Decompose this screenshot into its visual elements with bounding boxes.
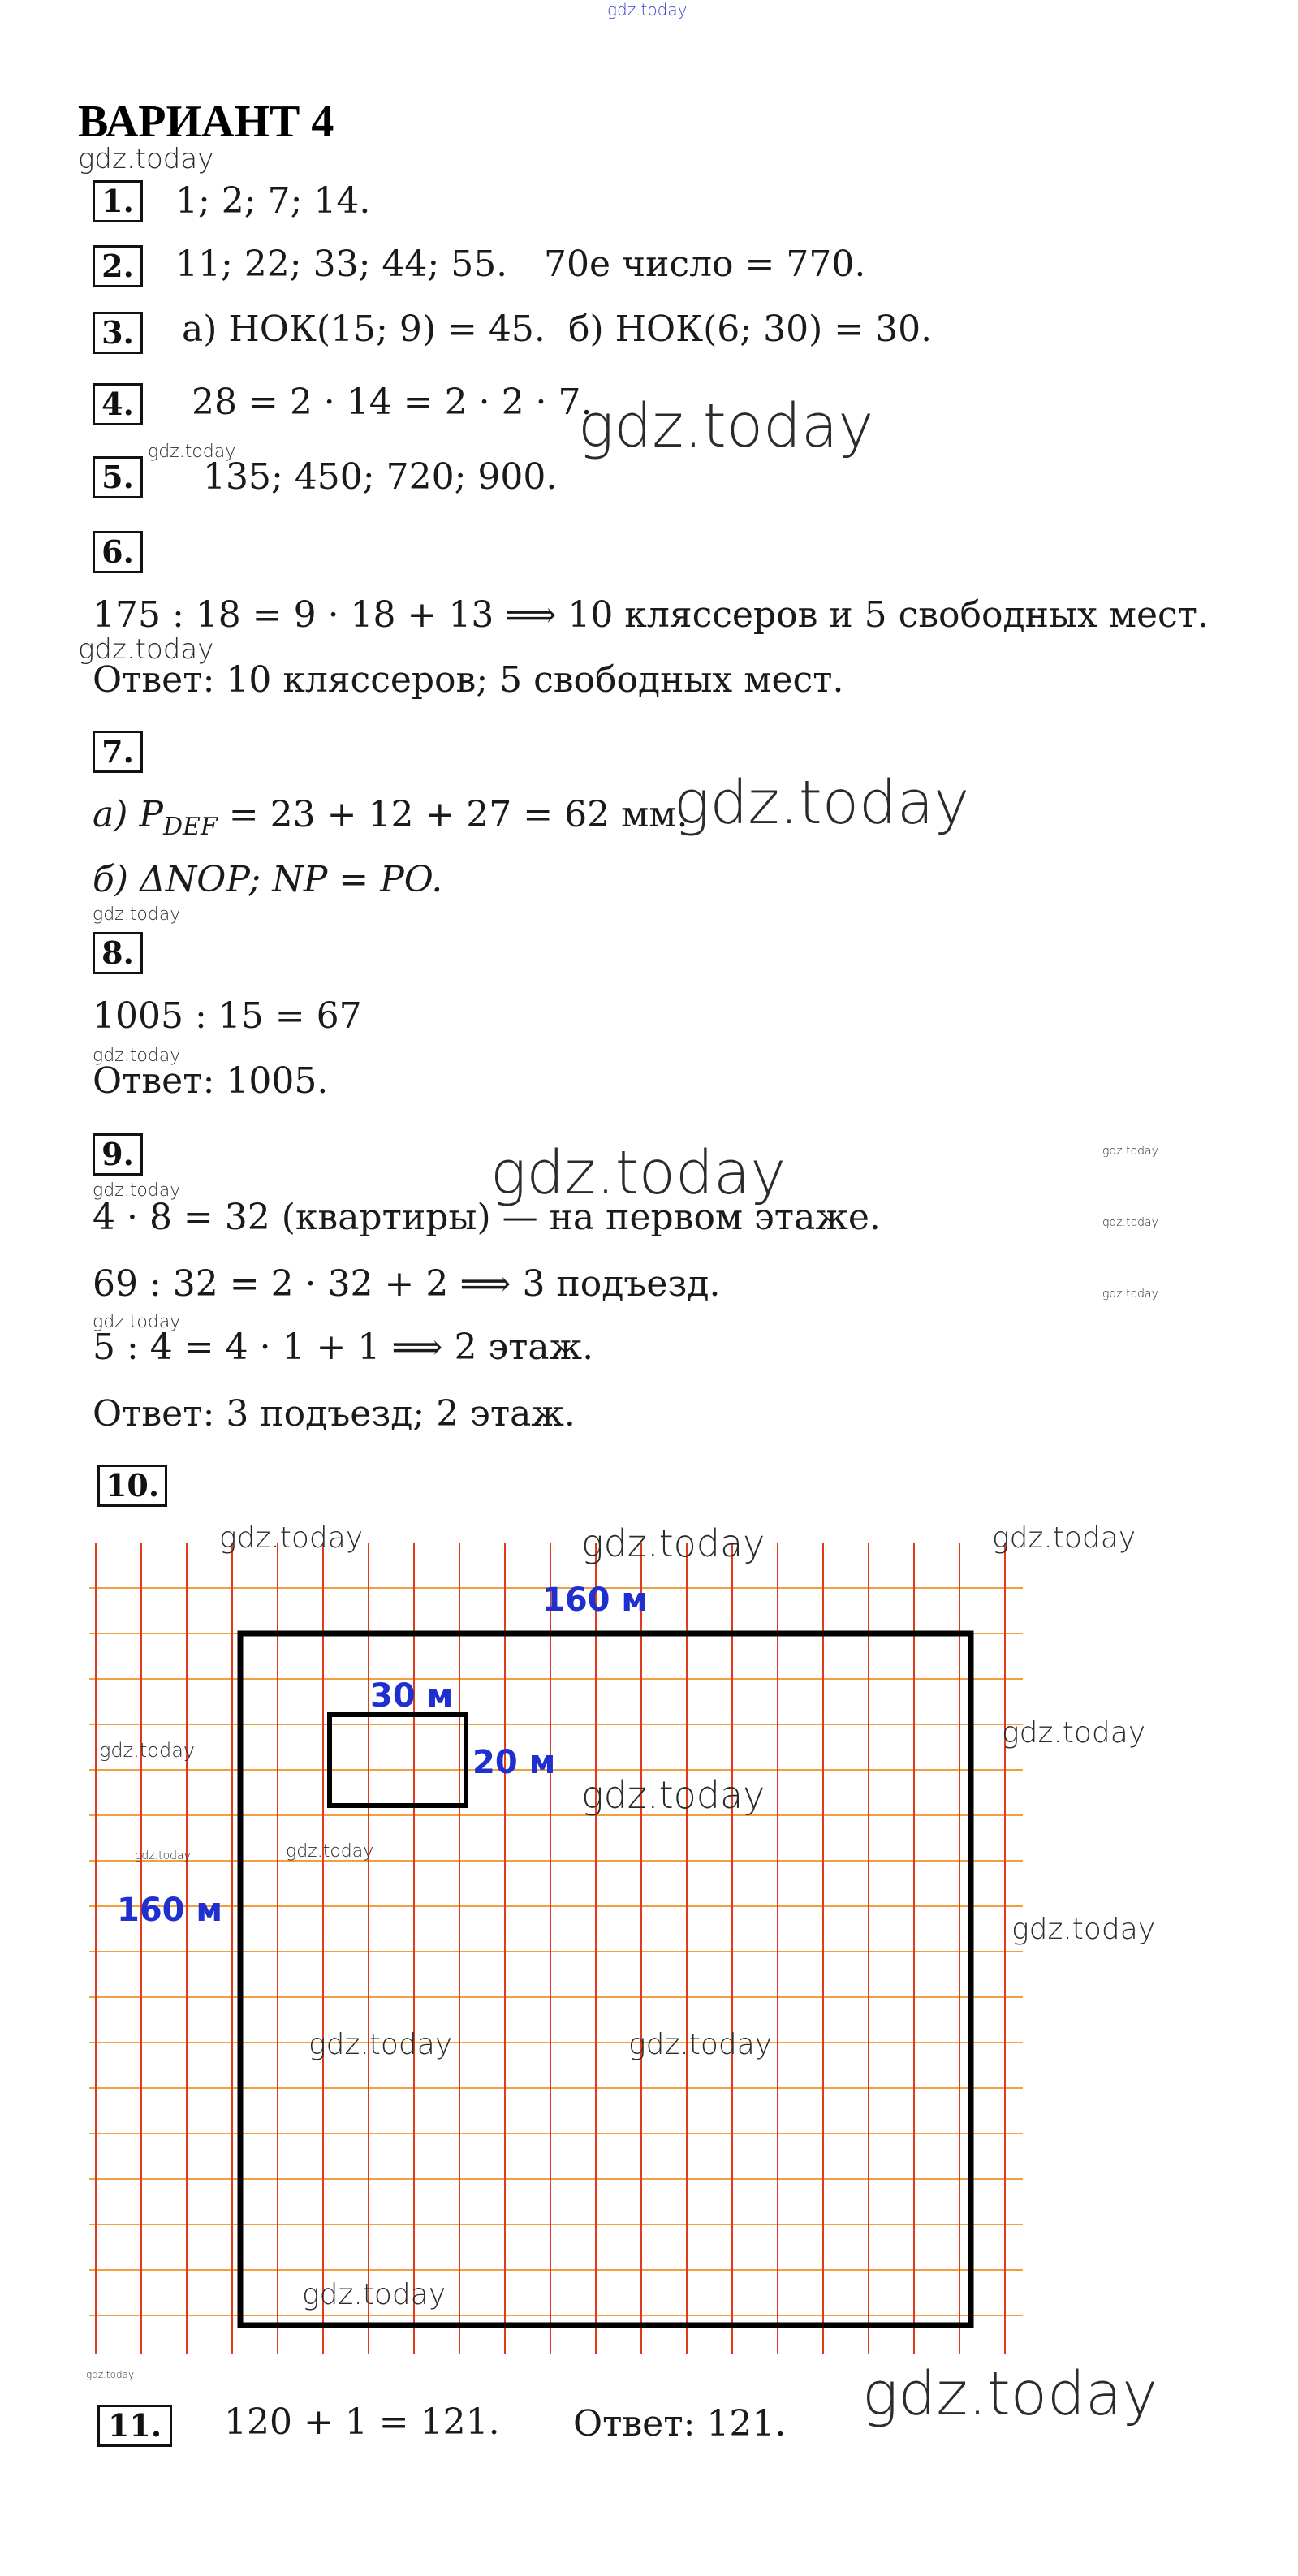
watermark-text: gdz.today: [78, 633, 214, 666]
task-9-line-1: 4 · 8 = 32 (квартиры) — на первом этаже.: [93, 1197, 881, 1238]
watermark-text: gdz.today: [1102, 1145, 1158, 1158]
task-number-1: 1.: [93, 180, 143, 222]
task-11-answer: Ответ: 121.: [573, 2403, 787, 2444]
small-rectangle-plot: [330, 1715, 466, 1806]
watermark-text: gdz.today: [93, 1180, 181, 1201]
task-7-solution-a: [93, 794, 688, 841]
watermark-text: gdz.today: [1011, 1913, 1156, 1946]
task-number-5: 5.: [93, 456, 143, 498]
task-number-3: 3.: [93, 312, 143, 354]
task-number-2: 2.: [93, 245, 143, 287]
perimeter-subscript: DEF: [163, 812, 218, 841]
task-6-solution: 175 : 18 = 9 · 18 + 13 ⟹ 10 кляссеров и 5 свободных мест.: [93, 594, 1209, 636]
label-left-side: 160 м: [117, 1892, 223, 1929]
task-number-4: 4.: [93, 383, 143, 425]
watermark-text: gdz.today: [219, 1521, 364, 1555]
task-number-10: 10.: [97, 1465, 167, 1507]
watermark-text: gdz.today: [93, 1046, 181, 1066]
watermark-text: gdz.today: [1102, 1216, 1158, 1229]
watermark-text: gdz.today: [148, 442, 236, 462]
watermark-text: gdz.today: [286, 1841, 374, 1862]
watermark-text: gdz.today: [78, 143, 214, 175]
label-small-width: 30 м: [370, 1677, 454, 1715]
task-9-line-3: 5 : 4 = 4 · 1 + 1 ⟹ 2 этаж.: [93, 1327, 594, 1368]
watermark-text: gdz.today: [93, 904, 181, 925]
watermark-top: gdz.today: [607, 0, 688, 19]
watermark-text: gdz.today: [1002, 1716, 1146, 1750]
task-9-answer: Ответ: 3 подъезд; 2 этаж.: [93, 1393, 576, 1435]
grid-diagram: [89, 1543, 1031, 2371]
task-7-solution-b: б) ΔNOP; NP = PO.: [93, 859, 443, 900]
watermark-text: gdz.today: [581, 1773, 765, 1817]
task-3-answer-a: а) НОК(15; 9) = 45.: [182, 309, 546, 350]
watermark-text: gdz.today: [93, 1312, 181, 1332]
task-number-8: 8.: [93, 932, 143, 974]
task-11-solution: 120 + 1 = 121.: [224, 2401, 500, 2443]
label-top-side: 160 м: [542, 1581, 649, 1619]
task-number-6: 6.: [93, 531, 143, 573]
task-4-answer: 28 = 2 · 14 = 2 · 2 · 7.: [192, 382, 593, 423]
watermark-text: gdz.today: [862, 2359, 1158, 2429]
label-small-height: 20 м: [472, 1744, 556, 1781]
task-number-7: 7.: [93, 731, 143, 773]
task-number-9: 9.: [93, 1133, 143, 1176]
task-2-answer: 11; 22; 33; 44; 55.: [175, 244, 508, 285]
watermark-text: gdz.today: [99, 1739, 196, 1762]
task-2-extra: 70е число = 770.: [544, 244, 866, 285]
task-8-solution: 1005 : 15 = 67: [93, 995, 362, 1037]
watermark-text: gdz.today: [581, 1521, 765, 1565]
task-5-answer: 135; 450; 720; 900.: [203, 456, 558, 498]
watermark-text: gdz.today: [674, 768, 970, 838]
watermark-text: gdz.today: [308, 2028, 453, 2061]
task-number-11: 11.: [97, 2405, 172, 2447]
watermark-text: gdz.today: [86, 2369, 135, 2380]
grid-vertical-lines: [96, 1543, 1005, 2354]
watermark-text: gdz.today: [578, 391, 874, 461]
task-8-answer: Ответ: 1005.: [93, 1060, 329, 1102]
perimeter-symbol: а) P: [93, 794, 163, 835]
watermark-text: gdz.today: [490, 1138, 787, 1208]
task-3-answer-b: б) НОК(6; 30) = 30.: [568, 309, 933, 350]
watermark-text: gdz.today: [302, 2278, 446, 2311]
perimeter-value: = 23 + 12 + 27 = 62 мм.: [217, 794, 688, 835]
watermark-text: gdz.today: [135, 1849, 191, 1862]
watermark-text: gdz.today: [628, 2028, 773, 2061]
watermark-text: gdz.today: [992, 1521, 1136, 1555]
page-title: ВАРИАНТ 4: [78, 97, 334, 147]
task-1-answer: 1; 2; 7; 14.: [175, 180, 371, 222]
task-6-answer: Ответ: 10 кляссеров; 5 свободных мест.: [93, 659, 844, 701]
task-9-line-2: 69 : 32 = 2 · 32 + 2 ⟹ 3 подъезд.: [93, 1263, 721, 1305]
grid-horizontal-lines: [89, 1588, 1023, 2315]
large-square-plot: [240, 1633, 971, 2325]
watermark-text: gdz.today: [1102, 1288, 1158, 1301]
